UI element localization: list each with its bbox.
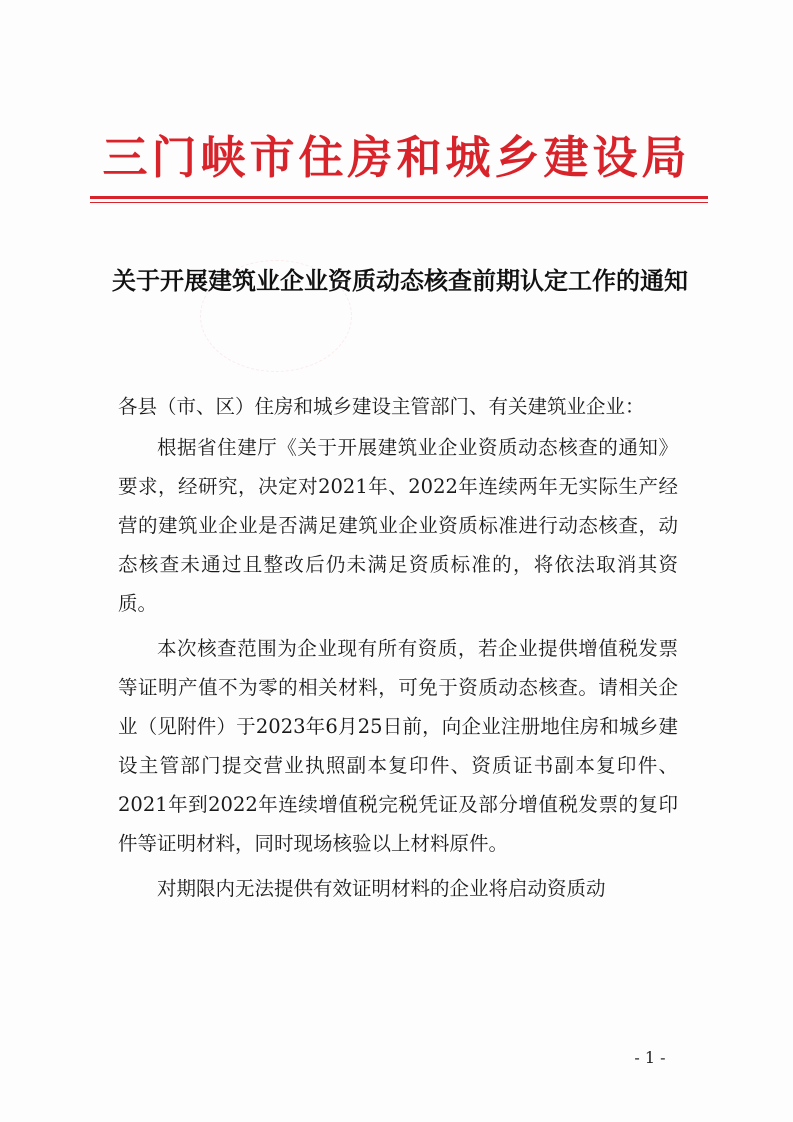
agency-letterhead: 三门峡市住房和城乡建设局 [102, 131, 691, 184]
paragraph-3: 对期限内无法提供有效证明材料的企业将启动资质动 [157, 877, 606, 900]
letterhead-red-rule-thin [90, 202, 708, 203]
paragraph-2: 本次核查范围为企业现有所有资质，若企业提供增值税发票等证明产值不为零的相关材料，可免于资质动态核查。请相关企业（见附件）于2023年6月25日前，向企业注册地住房和城乡建设主管部门提交营业执照副本复印件、资质证书副本复印件、2021年到2022年连续增值税完税凭证及部分增值税发票的复印件等证明材料，同时现场核验以上材料原件。 [118, 637, 678, 855]
document-body [118, 387, 678, 914]
page-number: - 1 - [634, 1048, 666, 1067]
salutation: 各县（市、区）住房和城乡建设主管部门、有关建筑业企业： [118, 395, 645, 418]
letterhead-red-rule-thick [90, 196, 708, 199]
document-title: 关于开展建筑业企业资质动态核查前期认定工作的通知 [112, 266, 688, 295]
paragraph-1: 根据省住建厅《关于开展建筑业企业资质动态核查的通知》要求，经研究，决定对2021年、2022年连续两年无实际生产经营的建筑业企业是否满足建筑业企业资质标准进行动态核查，动态核查未通过且整改后仍未满足资质标准的，将依法取消其资质。 [118, 436, 678, 615]
